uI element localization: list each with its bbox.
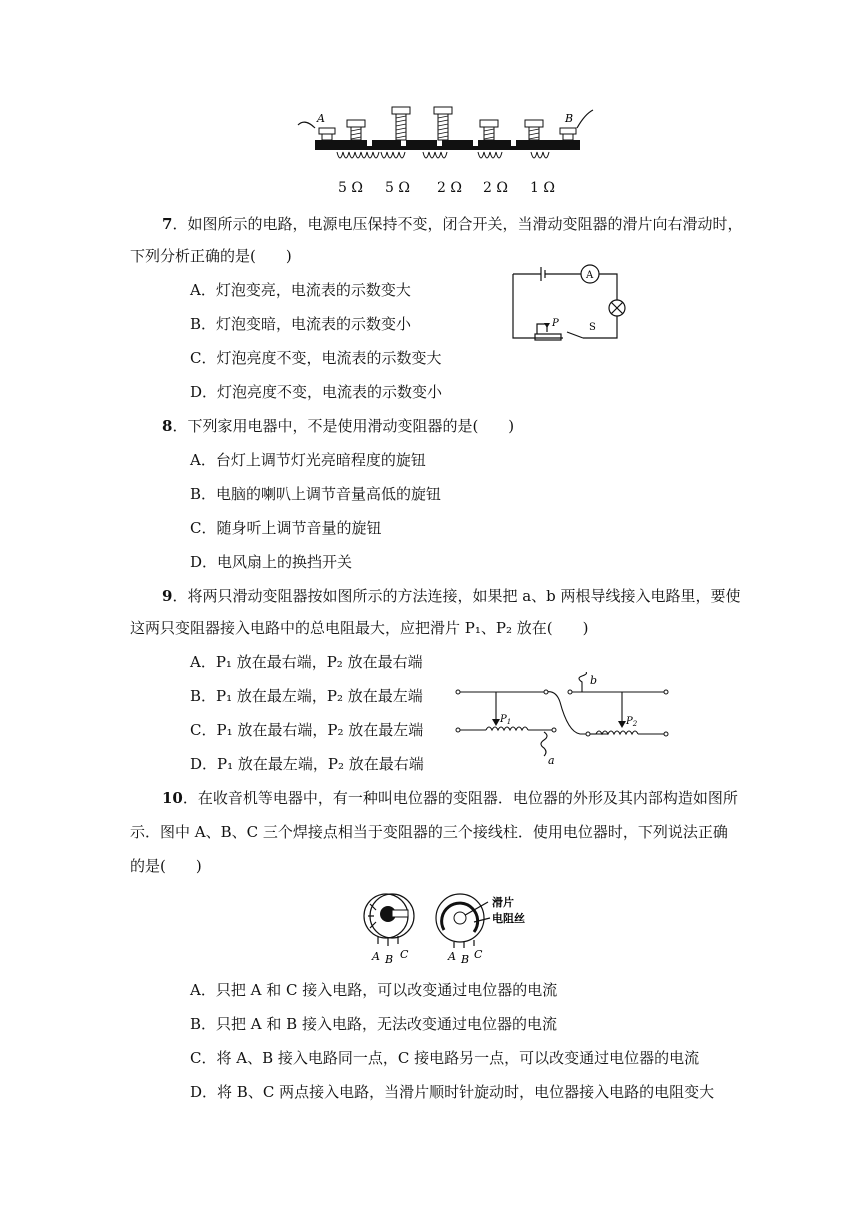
q8-option-d: D．电风扇上的换挡开关 (190, 553, 353, 571)
resistance-box-figure (295, 100, 595, 175)
q7-text1: ．如图所示的电路，电源电压保持不变，闭合开关，当滑动变阻器的滑片向右滑动时， (172, 215, 743, 233)
left-c-label: C (400, 948, 409, 961)
terminal-b-label: B (565, 112, 574, 125)
left-b-label: B (385, 953, 394, 964)
q7-circuit-diagram (505, 262, 635, 344)
resistance-label-3: 2 Ω (437, 180, 462, 196)
q10-stem-line3: 的是( ) (130, 857, 202, 875)
q8-text1: ．下列家用电器中，不是使用滑动变阻器的是( ) (172, 417, 515, 435)
q7-option-a: A．灯泡变亮，电流表的示数变大 (190, 281, 411, 299)
q10-option-c: C．将 A、B 接入电路同一点，C 接电路另一点，可以改变通过电位器的电流 (190, 1049, 700, 1067)
q7-number: 7 (162, 215, 173, 233)
right-a-label: A (448, 950, 456, 963)
q8-number: 8 (162, 417, 173, 435)
q9-rheostat-diagram (448, 672, 673, 764)
q9-option-d: D．P₁ 放在最左端，P₂ 放在最右端 (190, 755, 424, 773)
q8-option-a: A．台灯上调节灯光亮暗程度的旋钮 (190, 451, 426, 469)
q7-stem-line2: 下列分析正确的是( ) (130, 247, 292, 265)
ammeter-label: A (586, 270, 594, 281)
q10-potentiometer-figure (356, 888, 546, 964)
q7-option-c: C．灯泡亮度不变，电流表的示数变大 (190, 349, 442, 367)
q10-option-d: D．将 B、C 两点接入电路，当滑片顺时针旋动时，电位器接入电路的电阻变大 (190, 1083, 715, 1101)
q9-stem-line1 (162, 586, 741, 606)
q9-option-c: C．P₁ 放在最右端，P₂ 放在最左端 (190, 721, 424, 739)
q10-stem-line1 (162, 788, 738, 808)
resistance-label-1: 5 Ω (338, 180, 363, 196)
q9-option-b: B．P₁ 放在最左端，P₂ 放在最左端 (190, 687, 423, 705)
resistance-label-2: 5 Ω (385, 180, 410, 196)
q7-stem-line1 (162, 214, 742, 234)
p2-label: $P_2$ (626, 716, 638, 728)
q9-text1: ．将两只滑动变阻器按如图所示的方法连接，如果把 a、b 两根导线接入电路里，要使 (172, 587, 741, 605)
q10-option-b: B．只把 A 和 B 接入电路，无法改变通过电位器的电流 (190, 1015, 557, 1033)
q8-stem-line1 (162, 416, 514, 436)
slider-p-label: P (552, 318, 559, 329)
q10-option-a: A．只把 A 和 C 接入电路，可以改变通过电位器的电流 (190, 981, 558, 999)
lead-b-label: b (590, 674, 598, 687)
q9-option-a: A．P₁ 放在最右端，P₂ 放在最右端 (190, 653, 423, 671)
q10-stem-line2: 示．图中 A、B、C 三个焊接点相当于变阻器的三个接线柱．使用电位器时，下列说法正确 (130, 823, 728, 841)
lead-a-label: a (548, 754, 555, 764)
resistance-label-5: 1 Ω (530, 180, 555, 196)
q7-option-b: B．灯泡变暗，电流表的示数变小 (190, 315, 412, 333)
terminal-a-label: A (317, 112, 325, 125)
right-b-label: B (461, 953, 470, 964)
q9-number: 9 (162, 587, 173, 605)
q9-stem-line2: 这两只变阻器接入电路中的总电阻最大，应把滑片 P₁、P₂ 放在( ) (130, 619, 589, 637)
q10-text1: ．在收音机等电器中，有一种叫电位器的变阻器．电位器的外形及其内部构造如图所 (182, 789, 738, 807)
left-a-label: A (372, 950, 380, 963)
q10-number: 10 (162, 789, 183, 807)
resistance-label-4: 2 Ω (483, 180, 508, 196)
resistance-wire-label: 电阻丝 (492, 912, 525, 925)
q8-option-c: C．随身听上调节音量的旋钮 (190, 519, 382, 537)
p1-label: $P_1$ (500, 714, 512, 726)
slider-label: 滑片 (492, 896, 514, 909)
q8-option-b: B．电脑的喇叭上调节音量高低的旋钮 (190, 485, 442, 503)
right-c-label: C (474, 948, 483, 961)
switch-s-label: S (589, 322, 596, 333)
q7-option-d: D．灯泡亮度不变，电流表的示数变小 (190, 383, 443, 401)
